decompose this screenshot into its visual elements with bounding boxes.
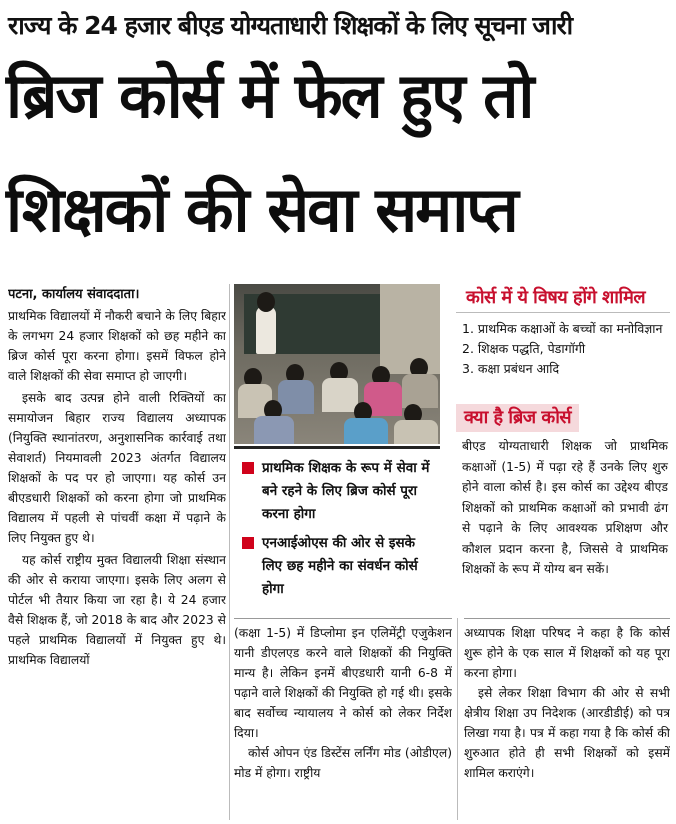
bridge-course-box bbox=[456, 404, 670, 610]
callout-text-2: एनआईओएस की ओर से इसके लिए छह महीने का संवर्धन कोर्स होगा bbox=[262, 535, 418, 597]
left-paragraph-1: प्राथमिक विद्यालयों में नौकरी बचाने के लिए बिहार के लगभग 24 हजार शिक्षकों को छह महीने का ब्रिज कोर्स पूरा करना होगा। इसमें विफल होने वाले शिक्षकों की सेवा समाप्त हो जाएगी। bbox=[8, 309, 226, 383]
bridge-course-title: क्या है ब्रिज कोर्स bbox=[456, 404, 579, 432]
left-paragraph-2: इसके बाद उत्पन्न होने वाली रिक्तियों का समायोजन बिहार राज्य विद्यालय अध्यापक (नियुक्ति स्थानांतरण, अनुशासनिक कार्रवाई तथा सेवाशर्त) नियमावली 2023 अंतर्गत विद्यालय शिक्षकों के पद पर हो जाएगा। यह कोर्स उन बीएडधारी शिक्षकों को करना होगा जो प्राथमिक विद्यालय में पहली से पांचवीं कक्षा में पढ़ाने के लिए नियुक्त हुए थे। bbox=[8, 391, 226, 545]
middle-column bbox=[234, 618, 452, 820]
subjects-title: कोर्स में ये विषय होंगे शामिल bbox=[456, 284, 670, 313]
right-column bbox=[464, 618, 670, 820]
right-paragraph-2: इसे लेकर शिक्षा विभाग की ओर से सभी क्षेत्रीय शिक्षा उप निदेशक (आरडीडीई) को पत्र लिखा गया है। पत्र में कहा गया है कि कोर्स की शुरुआत होते ही सभी शिक्षकों को इसमें शामिल कराएंगे। bbox=[464, 686, 670, 780]
left-paragraph-3: यह कोर्स राष्ट्रीय मुक्त विद्यालयी शिक्षा संस्थान की ओर से कराया जाएगा। इसके लिए अलग से पोर्टल भी तैयार किया जा रहा है। ये 24 हजार वैसे शिक्षक हैं, जो 2018 के बाद और 2023 से पहले प्राथमिक विद्यालयों में नियुक्त हुए थे। प्राथमिक विद्यालयों bbox=[8, 553, 226, 667]
callout-text-1: प्राथमिक शिक्षक के रूप में सेवा में बने रहने के लिए ब्रिज कोर्स पूरा करना होगा bbox=[262, 460, 430, 522]
left-column bbox=[8, 284, 226, 820]
subjects-box bbox=[456, 284, 670, 400]
subject-item: 1. प्राथमिक कक्षाओं के बच्चों का मनोविज्ञान bbox=[462, 321, 663, 336]
headline-line-1: ब्रिज कोर्स में फेल हुए तो bbox=[6, 59, 533, 132]
subject-item: 2. शिक्षक पद्धति, पेडागॉगी bbox=[462, 341, 586, 356]
classroom-photo bbox=[234, 284, 440, 444]
middle-paragraph-2: कोर्स ओपन एंड डिस्टेंस लर्निंग मोड (ओडीएल) मोड में होगा। राष्ट्रीय bbox=[234, 746, 452, 780]
dateline: पटना, कार्यालय संवाददाता। bbox=[8, 287, 140, 302]
kicker-headline: राज्य के 24 हजार बीएड योग्यताधारी शिक्षकों के लिए सूचना जारी bbox=[8, 11, 573, 40]
callout-item bbox=[240, 457, 434, 526]
headline-line-2: शिक्षकों की सेवा समाप्त bbox=[6, 173, 517, 246]
red-square-bullet-icon bbox=[242, 462, 254, 474]
callout-item bbox=[240, 532, 434, 601]
middle-paragraph-1: (कक्षा 1-5) में डिप्लोमा इन एलिमेंट्री एजुकेशन यानी डीएलएड करने वाले शिक्षकों की नियुक्ति मान्य है। लेकिन इनमें बीएडधारी यानी 6-8 में पढ़ाने वाले शिक्षकों की नियुक्ति हो गई थी। इसके बाद सर्वोच्च न्यायालय ने कोर्स को लेकर निर्देश दिया। bbox=[234, 626, 452, 740]
column-divider bbox=[229, 284, 230, 820]
column-divider bbox=[457, 618, 458, 820]
right-paragraph-1: अध्यापक शिक्षा परिषद ने कहा है कि कोर्स शुरू होने के एक साल में शिक्षकों को यह पूरा करना होगा। bbox=[464, 626, 670, 680]
highlight-callout bbox=[234, 446, 440, 610]
subject-item: 3. कक्षा प्रबंधन आदि bbox=[462, 361, 560, 376]
bridge-course-text: बीएड योग्यताधारी शिक्षक जो प्राथमिक कक्षाओं (1-5) में पढ़ा रहे हैं उनके लिए शुरु होने वाला कोर्स है। इस कोर्स का उद्देश्य बीएड शिक्षकों को प्राथमिक कक्षाओं को प्रभावी ढंग से पढ़ाने के लिए आवश्यक प्रशिक्षण और कौशल प्रदान करना है, जिससे वे प्राथमिक शिक्षकों के रूप में योग्य बन सकें। bbox=[462, 439, 668, 576]
subjects-list bbox=[456, 313, 670, 379]
red-square-bullet-icon bbox=[242, 537, 254, 549]
